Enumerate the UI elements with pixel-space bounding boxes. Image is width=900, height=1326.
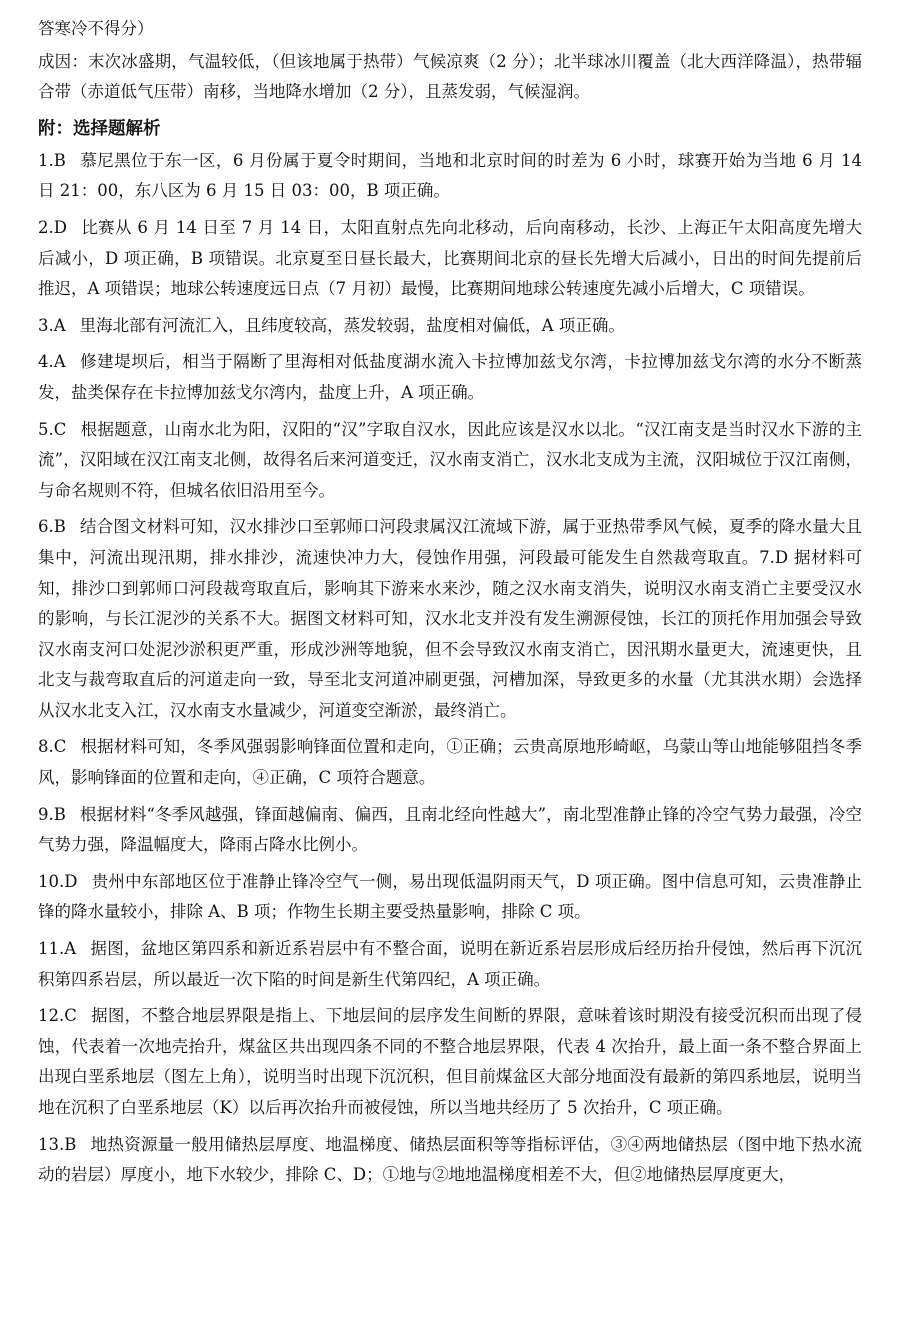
answer-number: 3.A bbox=[38, 315, 66, 335]
answer-text: 修建堤坝后，相当于隔断了里海相对低盐度湖水流入卡拉博加兹戈尔湾，卡拉博加兹戈尔湾的水分不断蒸发，盐类保存在卡拉博加兹戈尔湾内，盐度上升，A 项正确。 bbox=[38, 352, 862, 402]
answer-item bbox=[38, 311, 862, 342]
answer-number: 11.A bbox=[38, 939, 77, 959]
section-heading: 附：选择题解析 bbox=[38, 118, 161, 139]
answer-text: 据图，盆地区第四系和新近系岩层中有不整合面，说明在新近系岩层形成后经历抬升侵蚀，然后再下沉沉积第四系岩层，所以最近一次下陷的时间是新生代第四纪，A 项正确。 bbox=[38, 939, 862, 989]
answer-number: 12.C bbox=[38, 1006, 77, 1026]
intro-paragraph: 成因：末次冰盛期，气温较低，（但该地属于热带）气候凉爽（2 分）；北半球冰川覆盖（北大西洋降温），热带辐合带（赤道低气压带）南移，当地降水增加（2 分），且蒸发弱，气候湿润。 bbox=[38, 51, 862, 102]
answer-item bbox=[38, 800, 862, 861]
answer-number: 6.B bbox=[38, 517, 66, 537]
answer-text: 比赛从 6 月 14 日至 7 月 14 日，太阳直射点先向北移动，后向南移动，长沙、上海正午太阳高度先增大后减小，D 项正确，B 项错误。北京夏至日昼长最大，比赛期间北京的昼长先增大后减小，日出的时间先提前后推迟，A 项错误；地球公转速度远日点（7 月初）最慢，比赛期间地球公转速度先减小后增大，C 项错误。 bbox=[38, 217, 862, 299]
answer-number: 10.D bbox=[38, 871, 78, 891]
answer-item bbox=[38, 867, 862, 928]
answer-item bbox=[38, 512, 862, 726]
answer-number: 9.B bbox=[38, 804, 66, 824]
answer-item bbox=[38, 347, 862, 408]
answer-number: 1.B bbox=[38, 150, 66, 170]
answer-item bbox=[38, 732, 862, 793]
answer-number: 4.A bbox=[38, 352, 66, 372]
answer-text: 根据材料可知，冬季风强弱影响锋面位置和走向，①正确；云贵高原地形崎岖，乌蒙山等山地能够阻挡冬季风，影响锋面的位置和走向，④正确，C 项符合题意。 bbox=[38, 737, 862, 788]
answer-item bbox=[38, 146, 862, 207]
answer-item bbox=[38, 1001, 862, 1123]
answer-text: 结合图文材料可知，汉水排沙口至郭师口河段隶属汉江流域下游，属于亚热带季风气候，夏季的降水量大且集中，河流出现汛期，排水排沙，流速快冲力大，侵蚀作用强，河段最可能发生自然裁弯取直。7.D 据材料可知，排沙口到郭师口河段裁弯取直后，影响其下游来水来沙，随之汉水南支消失，说明汉水南支消亡主要受汉水的影响，与长江泥沙的关系不大。据图文材料可知，汉水北支并没有发生溯源侵蚀，长江的顶托作用加强会导致汉水南支河口处泥沙淤积更严重，形成沙洲等地貌，但不会导致汉水南支消亡，因汛期水量更大，流速更快，且北支与裁弯取直后的河道走向一致，导至北支河道冲刷更强，河槽加深，导致更多的水量（尤其洪水期）会选择从汉水北支入江，汉水南支水量减少，河道变空渐淤，最终消亡。 bbox=[38, 517, 862, 720]
answer-item bbox=[38, 1130, 862, 1191]
answer-text: 里海北部有河流汇入，且纬度较高，蒸发较弱，盐度相对偏低，A 项正确。 bbox=[79, 315, 625, 335]
answer-item bbox=[38, 415, 862, 507]
intro-line: 答寒冷不得分） bbox=[38, 19, 154, 38]
answer-text: 贵州中东部地区位于准静止锋冷空气一侧，易出现低温阴雨天气，D 项正确。图中信息可知，云贵准静止锋的降水量较小，排除 A、B 项；作物生长期主要受热量影响，排除 C 项。 bbox=[38, 871, 862, 922]
answer-item bbox=[38, 213, 862, 305]
answer-text: 根据材料“冬季风越强，锋面越偏南、偏西，且南北经向性越大”，南北型准静止锋的冷空气势力最强，冷空气势力强，降温幅度大，降雨占降水比例小。 bbox=[38, 804, 862, 855]
answer-number: 5.C bbox=[38, 419, 67, 439]
answer-text: 据图，不整合地层界限是指上、下地层间的层序发生间断的界限，意味着该时期没有接受沉积而出现了侵蚀，代表着一次地壳抬升，煤盆区共出现四条不同的不整合地层界限，代表 4 次抬升，最上面一条不整合界面上出现白垩系地层（图左上角），说明当时出现下沉沉积，但目前煤盆区大部分地面没有最新的第四系地层，说明当地在沉积了白垩系地层（K）以后再次抬升而被侵蚀，所以当地共经历了 5 次抬升，C 项正确。 bbox=[38, 1006, 862, 1117]
answer-number: 8.C bbox=[38, 737, 67, 757]
answer-number: 13.B bbox=[38, 1134, 77, 1154]
answer-item bbox=[38, 934, 862, 995]
answer-text: 根据题意，山南水北为阳，汉阳的“汉”字取自汉水，因此应该是汉水以北。“汉江南支是当时汉水下游的主流”，汉阳域在汉江南支北侧，故得名后来河道变迁，汉水南支消亡，汉水北支成为主流，汉阳城位于汉江南侧，与命名规则不符，但城名依旧沿用至今。 bbox=[38, 419, 862, 500]
answer-number: 2.D bbox=[38, 217, 67, 237]
answer-text: 地热资源量一般用储热层厚度、地温梯度、储热层面积等等指标评估，③④两地储热层（图中地下热水流动的岩层）厚度小，地下水较少，排除 C、D；①地与②地地温梯度相差不大，但②地储热层厚度更大， bbox=[38, 1134, 862, 1185]
answer-text: 慕尼黑位于东一区，6 月份属于夏令时期间，当地和北京时间的时差为 6 小时，球赛开始为当地 6 月 14 日 21：00，东八区为 6 月 15 日 03：00，B 项正确。 bbox=[38, 150, 862, 201]
